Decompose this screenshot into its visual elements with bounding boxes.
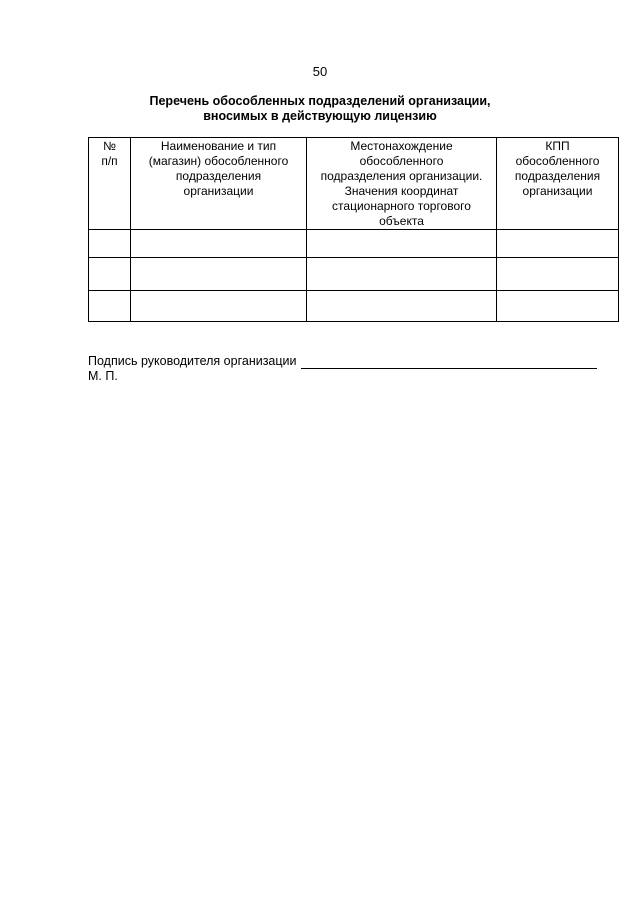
table-cell (131, 258, 307, 291)
header-location-text: Местонахождение обособленного подразделения организации. Значения координат стационарного торгового объекта (320, 139, 483, 228)
table-cell (89, 230, 131, 258)
header-cell-location (307, 138, 497, 230)
signature-block (88, 354, 597, 384)
header-number-text: № п/п (101, 139, 118, 168)
document-title-line-2: вносимых в действующую лицензию (203, 109, 437, 123)
header-kpp-text: КПП обособленного подразделения организации (514, 139, 601, 198)
header-name-text: Наименование и тип (магазин) обособленного подразделения организации (148, 139, 289, 198)
table-header-row (89, 138, 619, 230)
table-cell (497, 230, 619, 258)
table-cell (497, 258, 619, 291)
table-cell (307, 258, 497, 291)
table-row (89, 291, 619, 322)
header-cell-name (131, 138, 307, 230)
header-cell-number (89, 138, 131, 230)
signature-label: Подпись руководителя организации (88, 354, 297, 368)
page-number: 50 (312, 64, 328, 79)
table-cell (89, 291, 131, 322)
divisions-table (88, 137, 619, 322)
table-row (89, 258, 619, 291)
signature-line (88, 354, 597, 369)
table-row (89, 230, 619, 258)
table-cell (307, 291, 497, 322)
stamp-placeholder: М. П. (88, 369, 118, 383)
signature-rule (301, 356, 597, 369)
table-cell (131, 230, 307, 258)
table-cell (131, 291, 307, 322)
document-title-line-1: Перечень обособленных подразделений организации, (149, 94, 491, 108)
document-title (0, 94, 640, 124)
table-cell (497, 291, 619, 322)
table-cell (89, 258, 131, 291)
header-cell-kpp (497, 138, 619, 230)
table-cell (307, 230, 497, 258)
